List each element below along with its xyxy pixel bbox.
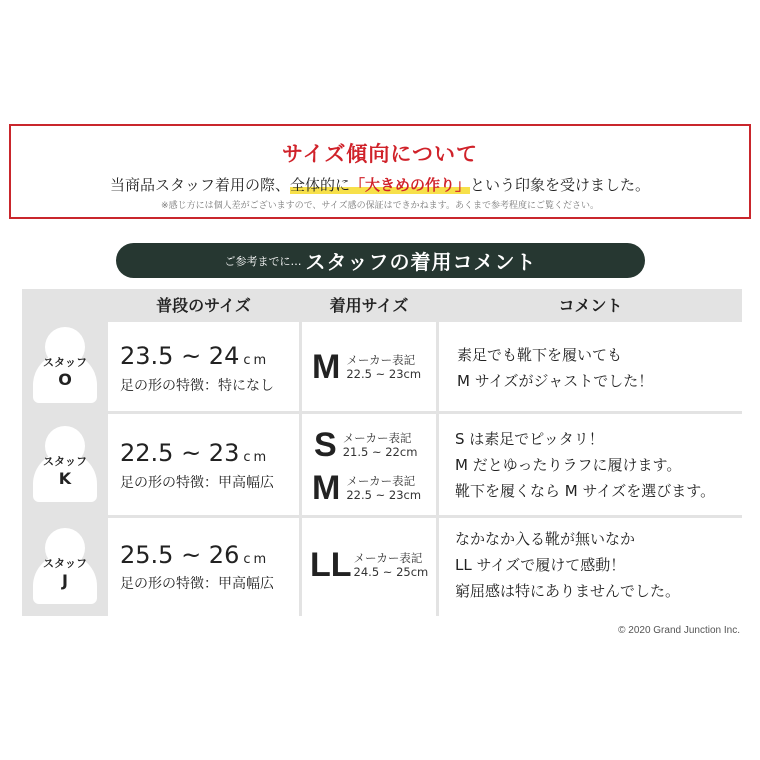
staff-initial: O: [58, 370, 72, 389]
staff-avatar-icon: [30, 327, 100, 407]
staff-avatar-icon: [30, 528, 100, 608]
usual-size-value: 25.5 ~ 26: [120, 541, 240, 569]
worn-size-cell: [302, 322, 436, 411]
maker-label: メーカー表記: [353, 551, 423, 565]
comment-line: 窮屈感は特にありませんでした。: [455, 582, 681, 600]
usual-size-range: [120, 342, 269, 370]
usual-size-value: 23.5 ~ 24: [120, 342, 240, 370]
maker-range: 22.5 ~ 23cm: [346, 367, 422, 381]
comment-text: [455, 526, 680, 604]
maker-range: 24.5 ~ 25cm: [353, 565, 429, 579]
staff-avatar-icon: [30, 426, 100, 506]
comment-cell: [439, 322, 742, 411]
notice-title: サイズ傾向について: [282, 142, 478, 166]
worn-size-cell: [302, 518, 436, 616]
notice-body-post: という印象を受けました。: [470, 176, 651, 194]
comment-text: [457, 342, 653, 394]
banner-prefix: ご参考までに…: [224, 254, 302, 268]
staff-size-table: [22, 289, 742, 616]
usual-size-range: [120, 541, 269, 569]
staff-label: スタッフ: [43, 356, 87, 369]
staff-initial: K: [58, 469, 72, 488]
staff-label: スタッフ: [43, 455, 87, 468]
maker-size: [343, 431, 418, 459]
worn-size-cell: [302, 414, 436, 515]
maker-size: [346, 474, 421, 502]
header-worn-size: 着用サイズ: [329, 295, 409, 315]
maker-size: [346, 353, 421, 381]
worn-size-letter: LL: [310, 546, 352, 584]
staff-avatar-cell: [22, 518, 108, 616]
worn-size-letter: M: [312, 469, 341, 507]
staff-comment-banner: [116, 243, 645, 278]
worn-size-letter: S: [314, 426, 337, 464]
comment-text: [455, 426, 715, 504]
foot-feature: 足の形の特徴：甲高幅広: [120, 475, 274, 491]
maker-range: 22.5 ~ 23cm: [346, 488, 422, 502]
foot-feature: 足の形の特徴：特になし: [120, 378, 274, 394]
maker-size: [354, 551, 429, 579]
staff-initial: J: [62, 571, 68, 590]
usual-size-range: [120, 439, 269, 467]
notice-highlight-large: 「大きめの作り」: [350, 176, 471, 194]
notice-body-pre: 当商品スタッフ着用の際、: [109, 176, 290, 194]
comment-line: LL サイズで履けて感動！: [455, 556, 626, 574]
usual-size-cell: [108, 322, 299, 411]
usual-size-unit: cm: [243, 353, 270, 368]
comment-cell: [439, 414, 742, 515]
foot-feature: 足の形の特徴：甲高幅広: [120, 576, 274, 592]
maker-range: 21.5 ~ 22cm: [342, 445, 418, 459]
notice-disclaimer: ※感じ方には個人差がございますので、サイズ感の保証はできかねます。あくまで参考程度にご覧ください。: [161, 201, 599, 211]
banner-title: スタッフの着用コメント: [305, 250, 537, 274]
comment-line: 素足でも靴下を履いても: [457, 346, 623, 364]
staff-label: スタッフ: [43, 557, 87, 570]
usual-size-cell: [108, 518, 299, 616]
worn-size-entry: [310, 548, 428, 582]
usual-size-value: 22.5 ~ 23: [120, 439, 240, 467]
notice-highlight-overall: 全体的に: [289, 176, 350, 194]
comment-line: M だとゆったりラフに履けます。: [455, 456, 682, 474]
usual-size-cell: [108, 414, 299, 515]
comment-line: S は素足でピッタリ！: [455, 430, 604, 448]
worn-size-entry: [314, 428, 417, 462]
worn-size-entry: [312, 471, 421, 505]
header-usual-size: 普段のサイズ: [156, 295, 251, 315]
copyright-text: © 2020 Grand Junction Inc.: [618, 625, 740, 636]
comment-line: M サイズがジャストでした！: [457, 372, 654, 390]
comment-line: なかなか入る靴が無いなか: [455, 530, 636, 548]
comment-line: 靴下を履くなら M サイズを選びます。: [455, 482, 716, 500]
usual-size-unit: cm: [243, 552, 270, 567]
comment-cell: [439, 518, 742, 616]
usual-size-unit: cm: [243, 450, 270, 465]
size-tendency-notice: [9, 124, 751, 219]
maker-label: メーカー表記: [342, 431, 412, 445]
notice-body: [11, 174, 749, 195]
worn-size-letter: M: [312, 348, 341, 386]
worn-size-entry: [312, 350, 421, 384]
staff-avatar-cell: [22, 414, 108, 515]
header-comment: コメント: [558, 295, 623, 315]
maker-label: メーカー表記: [346, 353, 416, 367]
staff-avatar-cell: [22, 322, 108, 411]
maker-label: メーカー表記: [346, 474, 416, 488]
